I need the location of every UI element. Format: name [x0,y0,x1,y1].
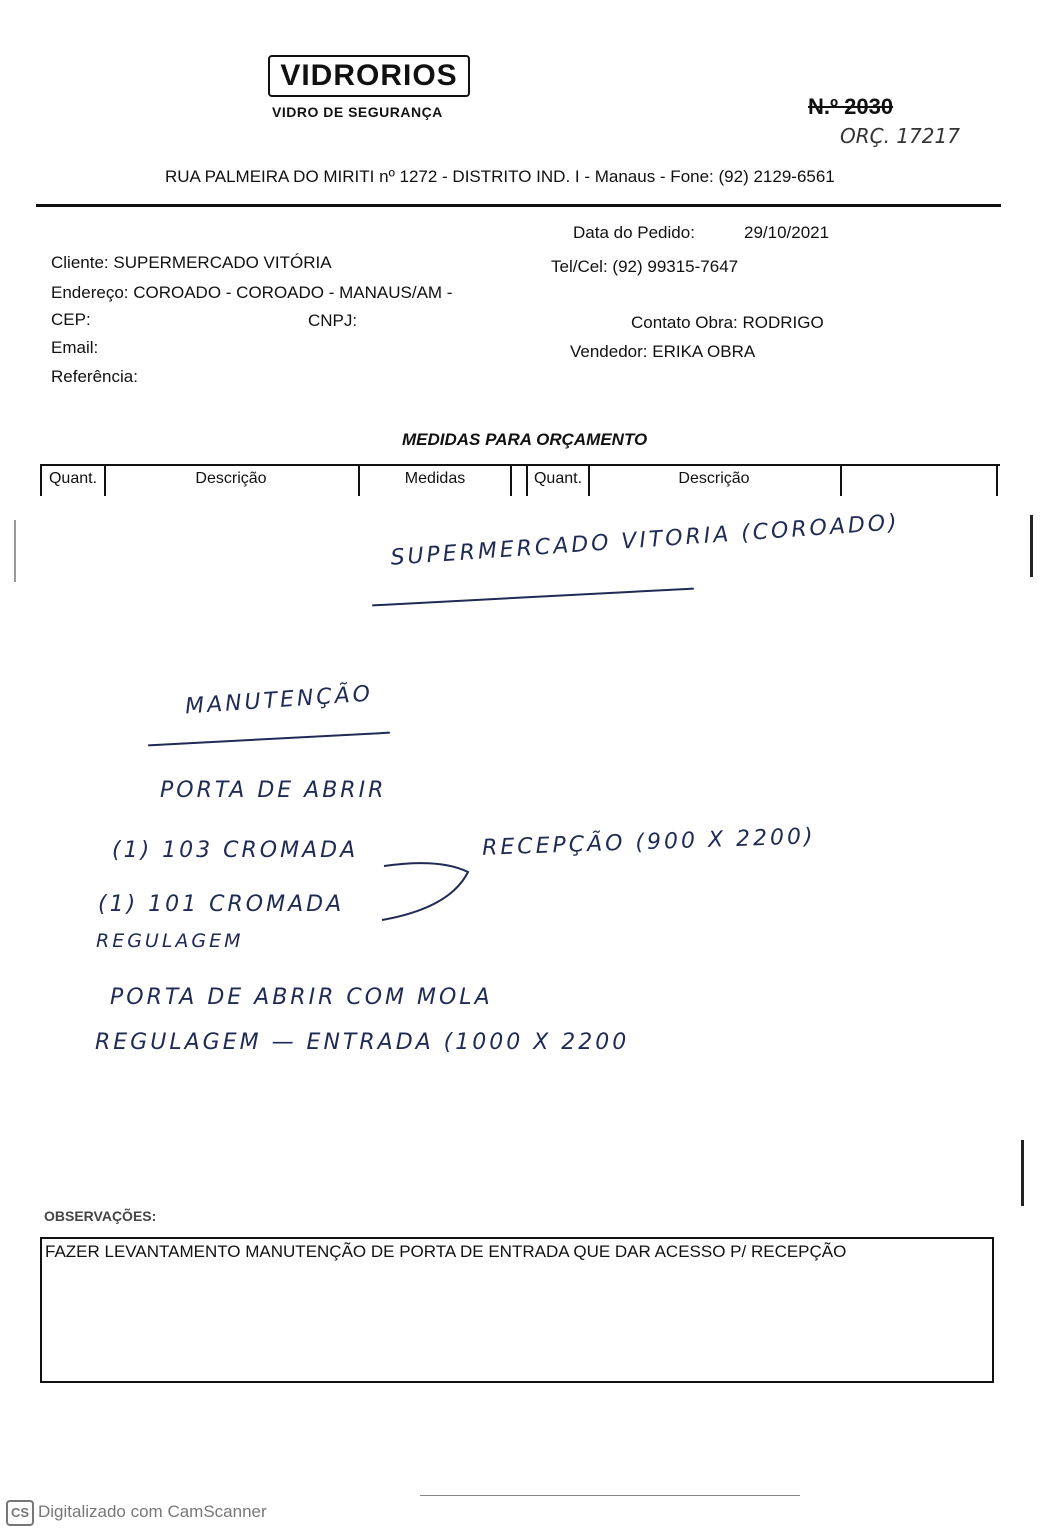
header-quantity: Quant. [40,466,106,496]
handwritten-orc-note: ORÇ. 17217 [840,124,960,148]
header-quantity-2: Quant. [526,466,590,496]
scan-artifact [420,1495,800,1496]
company-address: RUA PALMEIRA DO MIRITI nº 1272 - DISTRITO IND. I - Manaus - Fone: (92) 2129-6561 [165,167,835,186]
observations-label: OBSERVAÇÕES: [44,1208,157,1224]
handwritten-door: PORTA DE ABRIR [160,778,387,803]
header-measures-2 [842,466,998,496]
client-cnpj: CNPJ: [308,311,358,330]
observations-text: FAZER LEVANTAMENTO MANUTENÇÃO DE PORTA DE ENTRADA QUE DAR ACESSO P/ RECEPÇÃO [45,1242,847,1261]
header-measures: Medidas [360,466,512,496]
scan-artifact [1030,515,1033,577]
reference-field: Referência: [51,367,138,386]
client-phone: Tel/Cel: (92) 99315-7647 [551,257,739,276]
observations-box [40,1237,994,1383]
logo-subtitle: VIDRO DE SEGURANÇA [272,104,443,120]
client-address: Endereço: COROADO - COROADO - MANAUS/AM - [51,283,453,302]
handwritten-item-103: (1) 103 CROMADA [112,838,359,863]
client-cep: CEP: [51,310,91,329]
site-contact: Contato Obra: RODRIGO [631,313,824,332]
seller-name: Vendedor: ERIKA OBRA [570,342,756,361]
header-divider [36,204,1001,207]
handwritten-door-spring: PORTA DE ABRIR COM MOLA [110,985,493,1010]
camscanner-icon: CS [6,1500,34,1526]
handwritten-adjustment: REGULAGEM [96,930,244,952]
handwritten-bracket [380,858,480,928]
handwritten-underline-2 [148,732,390,747]
scanner-text: Digitalizado com CamScanner [38,1502,267,1521]
header-description-2: Descrição [588,466,842,496]
order-date-value: 29/10/2021 [744,223,830,242]
handwritten-underline [372,588,694,607]
document-number: N.º 2030 [808,94,894,119]
measurements-title: MEDIDAS PARA ORÇAMENTO [402,430,648,449]
company-logo: VIDRORIOS [268,55,470,97]
header-description: Descrição [104,466,360,496]
handwritten-maintenance: MANUTENÇÃO [184,681,374,720]
handwritten-client: SUPERMERCADO VITORIA (COROADO) [389,510,901,571]
measurements-table-header [40,464,1000,498]
handwritten-item-101: (1) 101 CROMADA [98,892,345,917]
client-email: Email: [51,338,99,357]
client-name: Cliente: SUPERMERCADO VITÓRIA [51,253,332,272]
scan-artifact [14,520,16,582]
scanner-watermark [6,1500,267,1526]
scan-artifact [1021,1140,1024,1206]
handwritten-reception: RECEPÇÃO (900 X 2200) [481,824,816,861]
handwritten-entrance: REGULAGEM — ENTRADA (1000 X 2200 [95,1030,630,1055]
order-date-label: Data do Pedido: [573,223,695,242]
